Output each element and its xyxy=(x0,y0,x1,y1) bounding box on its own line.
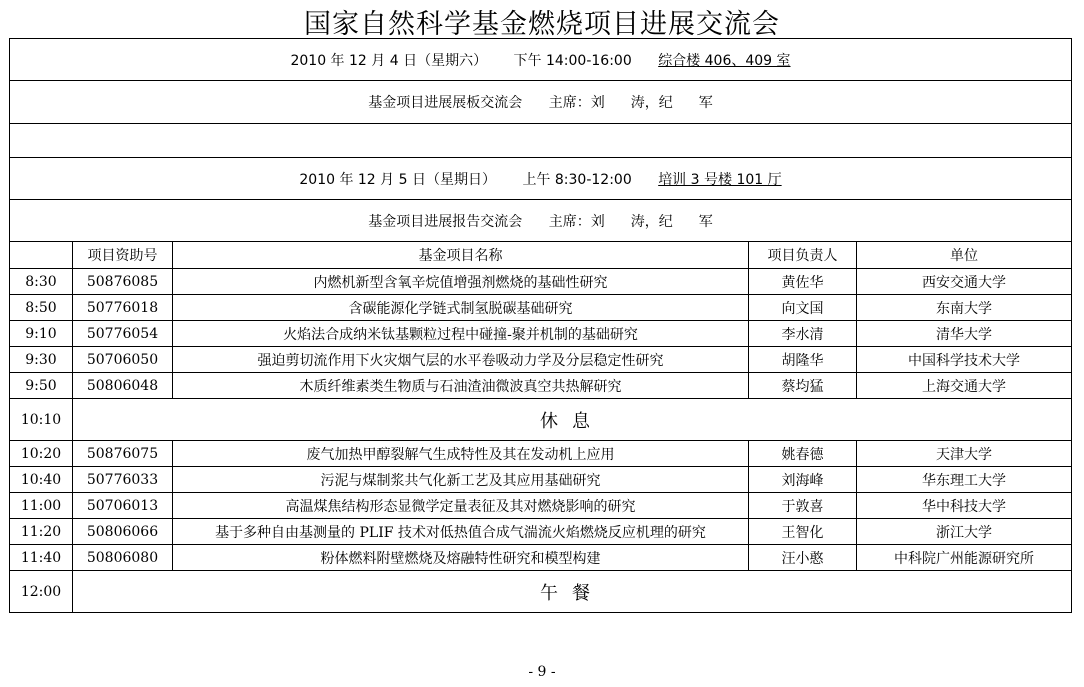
row-unit: 华东理工大学 xyxy=(857,467,1072,493)
day1-session xyxy=(10,81,1072,124)
row-unit: 西安交通大学 xyxy=(857,269,1072,295)
row-grant: 50776018 xyxy=(73,295,173,321)
row-time: 10:20 xyxy=(10,441,73,467)
table-row xyxy=(10,347,1072,373)
row-unit: 清华大学 xyxy=(857,321,1072,347)
row-project-name: 粉体燃料附壁燃烧及熔融特性研究和模型构建 xyxy=(173,545,749,571)
header-time xyxy=(10,242,73,269)
day1-session-row xyxy=(10,81,1072,124)
row-leader: 蔡均猛 xyxy=(749,373,857,399)
break-label: 休息 xyxy=(73,399,1072,441)
row-grant: 50806066 xyxy=(73,519,173,545)
table-row xyxy=(10,373,1072,399)
break-row xyxy=(10,399,1072,441)
row-project-name: 废气加热甲醇裂解气生成特性及其在发动机上应用 xyxy=(173,441,749,467)
table-row xyxy=(10,441,1072,467)
row-project-name: 高温煤焦结构形态显微学定量表征及其对燃烧影响的研究 xyxy=(173,493,749,519)
day2-session xyxy=(10,200,1072,242)
row-project-name: 含碳能源化学链式制氢脱碳基础研究 xyxy=(173,295,749,321)
day2-time: 上午 8:30-12:00 xyxy=(522,171,632,188)
row-time: 11:00 xyxy=(10,493,73,519)
row-project-name: 强迫剪切流作用下火灾烟气层的水平卷吸动力学及分层稳定性研究 xyxy=(173,347,749,373)
day1-time: 下午 14:00-16:00 xyxy=(513,52,632,69)
row-grant: 50876075 xyxy=(73,441,173,467)
row-grant: 50706013 xyxy=(73,493,173,519)
table-row xyxy=(10,519,1072,545)
table-row xyxy=(10,295,1072,321)
page-number: - 9 - xyxy=(528,664,556,680)
row-time: 8:30 xyxy=(10,269,73,295)
row-grant: 50806048 xyxy=(73,373,173,399)
row-unit: 上海交通大学 xyxy=(857,373,1072,399)
row-leader: 李水清 xyxy=(749,321,857,347)
row-grant: 50876085 xyxy=(73,269,173,295)
header-name: 基金项目名称 xyxy=(173,242,749,269)
row-grant: 50776054 xyxy=(73,321,173,347)
day2-chair-end: 军 xyxy=(698,213,713,230)
column-header-row xyxy=(10,242,1072,269)
day2-chair-rest: 涛，纪 xyxy=(630,213,673,230)
row-leader: 姚春德 xyxy=(749,441,857,467)
day1-chair-label: 主席：刘 xyxy=(548,95,605,111)
day2-venue: 培训 3 号楼 101 厅 xyxy=(658,171,782,188)
row-time: 10:40 xyxy=(10,467,73,493)
row-leader: 于敦喜 xyxy=(749,493,857,519)
day2-session-title: 基金项目进展报告交流会 xyxy=(368,213,523,230)
row-time: 11:40 xyxy=(10,545,73,571)
break-time: 10:10 xyxy=(10,399,73,441)
schedule-table xyxy=(9,38,1072,613)
table-row xyxy=(10,493,1072,519)
table-row xyxy=(10,545,1072,571)
lunch-label: 午餐 xyxy=(73,571,1072,613)
header-unit: 单位 xyxy=(857,242,1072,269)
row-time: 8:50 xyxy=(10,295,73,321)
row-unit: 中国科学技术大学 xyxy=(857,347,1072,373)
table-row xyxy=(10,321,1072,347)
day1-venue: 综合楼 406、409 室 xyxy=(658,52,791,69)
header-grant: 项目资助号 xyxy=(73,242,173,269)
day1-info xyxy=(10,39,1072,81)
row-time: 9:30 xyxy=(10,347,73,373)
row-unit: 天津大学 xyxy=(857,441,1072,467)
page-title: 国家自然科学基金燃烧项目进展交流会 xyxy=(304,9,780,40)
row-grant: 50706050 xyxy=(73,347,173,373)
row-project-name: 火焰法合成纳米钛基颗粒过程中碰撞-聚并机制的基础研究 xyxy=(173,321,749,347)
row-time: 11:20 xyxy=(10,519,73,545)
row-leader: 向文国 xyxy=(749,295,857,321)
day1-session-title: 基金项目进展展板交流会 xyxy=(368,95,523,111)
spacer-row xyxy=(10,124,1072,158)
row-unit: 华中科技大学 xyxy=(857,493,1072,519)
day1-chair-rest: 涛，纪 xyxy=(630,95,673,111)
day1-chair-end: 军 xyxy=(698,95,713,111)
day2-session-row xyxy=(10,200,1072,242)
row-grant: 50776033 xyxy=(73,467,173,493)
table-row xyxy=(10,269,1072,295)
row-time: 9:10 xyxy=(10,321,73,347)
row-project-name: 污泥与煤制浆共气化新工艺及其应用基础研究 xyxy=(173,467,749,493)
row-project-name: 基于多种自由基测量的 PLIF 技术对低热值合成气湍流火焰燃烧反应机理的研究 xyxy=(173,519,749,545)
lunch-time: 12:00 xyxy=(10,571,73,613)
row-project-name: 木质纤维素类生物质与石油渣油微波真空共热解研究 xyxy=(173,373,749,399)
day2-info xyxy=(10,158,1072,200)
row-leader: 刘海峰 xyxy=(749,467,857,493)
spacer-cell xyxy=(10,124,1072,158)
row-unit: 浙江大学 xyxy=(857,519,1072,545)
row-grant: 50806080 xyxy=(73,545,173,571)
day1-date: 2010 年 12 月 4 日（星期六） xyxy=(290,52,488,69)
row-leader: 王智化 xyxy=(749,519,857,545)
day2-chair-label: 主席：刘 xyxy=(548,213,605,230)
row-leader: 黄佐华 xyxy=(749,269,857,295)
row-time: 9:50 xyxy=(10,373,73,399)
day1-header-row xyxy=(10,39,1072,81)
row-leader: 胡隆华 xyxy=(749,347,857,373)
lunch-row xyxy=(10,571,1072,613)
day2-date: 2010 年 12 月 5 日（星期日） xyxy=(299,171,496,188)
row-unit: 东南大学 xyxy=(857,295,1072,321)
day2-header-row xyxy=(10,158,1072,200)
row-project-name: 内燃机新型含氧辛烷值增强剂燃烧的基础性研究 xyxy=(173,269,749,295)
row-leader: 汪小憨 xyxy=(749,545,857,571)
header-leader: 项目负责人 xyxy=(749,242,857,269)
row-unit: 中科院广州能源研究所 xyxy=(857,545,1072,571)
table-row xyxy=(10,467,1072,493)
